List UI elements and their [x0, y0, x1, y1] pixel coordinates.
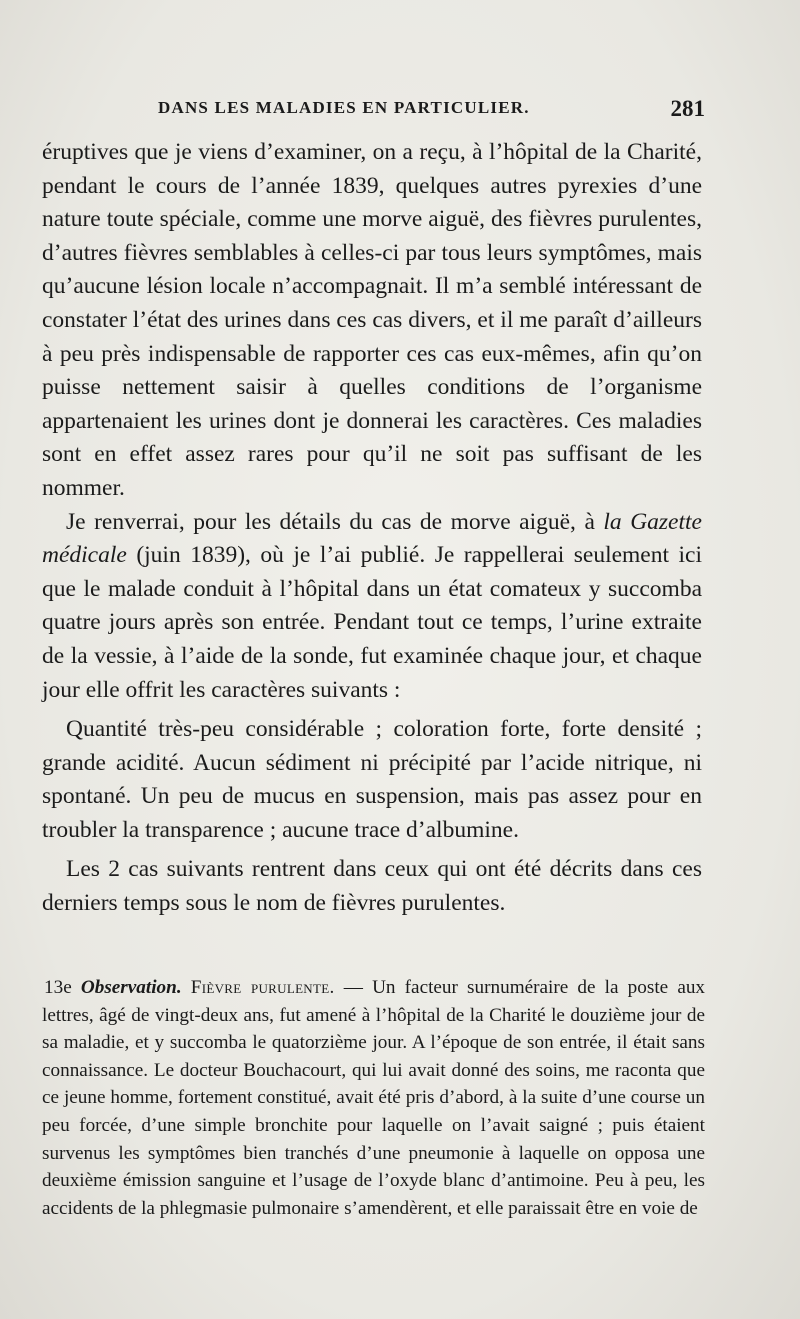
journal-title: la Gazette médicale — [42, 508, 702, 569]
running-head — [40, 96, 705, 126]
running-title: DANS LES MALADIES EN PARTICULIER. — [158, 98, 530, 117]
paragraph-urine-characteristics: Quantité très-peu considérable ; coloration forte, forte densité ; grande acidité. Aucun sédiment ni précipité par l’acide nitrique, ni spontané. Un peu de mucus en suspension, mais pas assez pour en troubler la transparence ; aucune trace d’albumine. — [42, 716, 702, 843]
observation-dash: — — [334, 977, 373, 998]
paragraph-continuation: éruptives que je viens d’examiner, on a reçu, à l’hôpital de la Charité, pendant le cours de l’année 1839, quelques autres pyrexies d’une nature toute spéciale, comme une morve aiguë, des fièvres purulentes, d’autres fièvres semblables à celles-ci par tous leurs symptômes, mais qu’aucune lésion locale n’accompagnait. Il m’a semblé intéressant de constater l’état des urines dans ces cas divers, et il me paraît d’ailleurs à peu près indispensable de rapporter ces cas eux-mêmes, afin qu’on puisse nettement saisir à quelles conditions de l’organisme appartenaient les urines dont je donnerai les caractères. Ces maladies sont en effet assez rares pour qu’il ne soit pas suffisant de les nommer. — [42, 139, 702, 501]
observation-number: 13e — [44, 977, 72, 998]
paragraph-morve — [42, 506, 702, 708]
observation-block — [42, 974, 705, 1222]
paragraph-purulent-fevers: Les 2 cas suivants rentrent dans ceux qui ont été décrits dans ces derniers temps sous le nom de fièvres purulentes. — [42, 856, 702, 917]
observation-label: Observation. — [80, 977, 182, 998]
main-text — [42, 136, 702, 921]
observation-title: Fièvre purulente. — [190, 977, 335, 998]
paragraph-morve-text-start: Je renverrai, pour les détails du cas de morve aiguë, à — [66, 508, 604, 535]
page-number: 281 — [670, 96, 705, 121]
observation-paragraph — [42, 974, 705, 1222]
paragraph-morve-text-end: (juin 1839), où je l’ai publié. Je rappellerai seulement ici que le malade conduit à l’hôpital dans un état comateux y succomba quatre jours après son entrée. Pendant tout ce temps, l’urine extraite de la vessie, à l’aide de la sonde, fut examinée chaque jour, et chaque jour elle offrit les caractères suivants : — [42, 542, 702, 703]
observation-text: Un facteur surnuméraire de la poste aux lettres, âgé de vingt-deux ans, fut amené à l’hôpital de la Charité le douzième jour de sa maladie, et y succomba le quatorzième jour. A l’époque de son entrée, il était sans connaissance. Le docteur Bouchacourt, qui lui avait donné des soins, me raconta que ce jeune homme, fortement constitué, avait été pris d’abord, à la suite d’une course un peu forcée, d’une simple bronchite pour laquelle on l’avait saigné ; puis étaient survenus les symptômes bien tranchés d’une pneumonie à laquelle on opposa une deuxième émission sanguine et l’usage de l’oxyde blanc d’antimoine. Peu à peu, les accidents de la phlegmasie pulmonaire s’amendèrent, et elle paraissait être en voie de — [42, 977, 706, 1219]
